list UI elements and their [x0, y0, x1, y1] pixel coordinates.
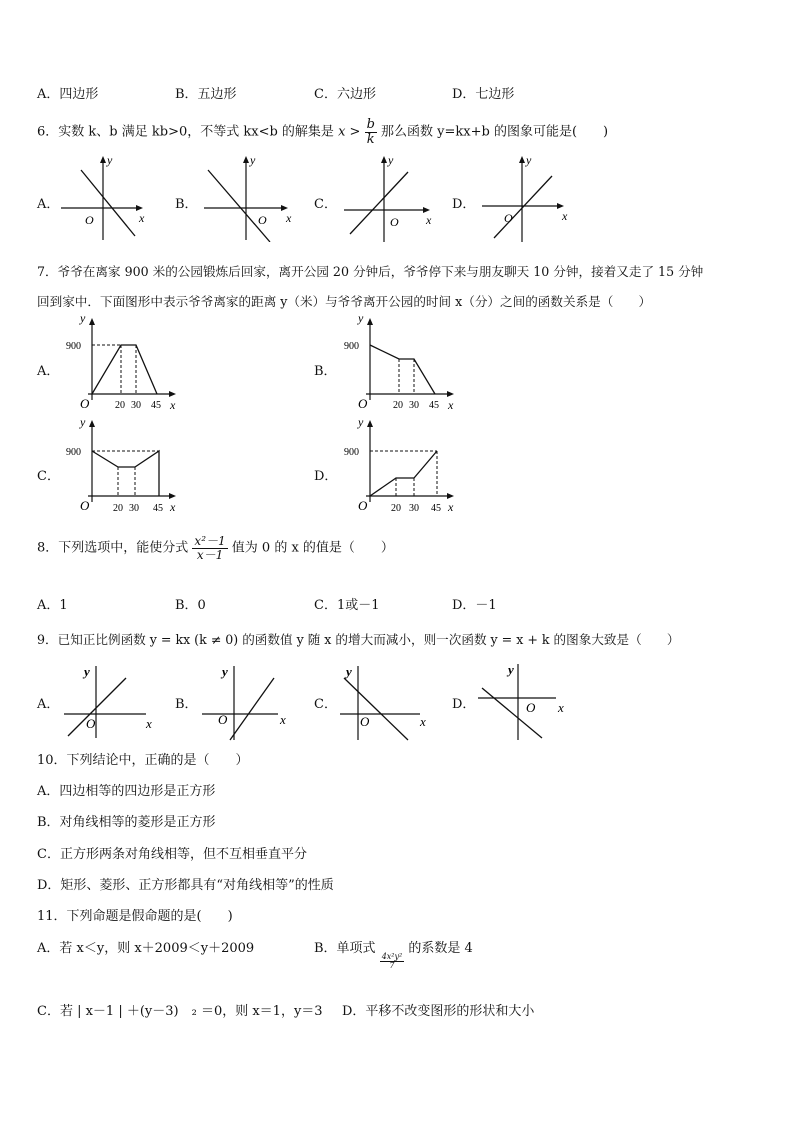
q10-stem: 10．下列结论中，正确的是（ ） — [37, 753, 249, 768]
q6-graph-b — [200, 150, 300, 242]
q11-option-b — [314, 937, 473, 970]
q11-fraction-num: 4x²y² — [381, 951, 403, 961]
function-line — [208, 170, 270, 242]
q8-option-a: A．1 — [37, 598, 68, 613]
q6-fraction — [365, 118, 377, 146]
x-axis-label: x — [558, 700, 564, 715]
tick-30: 30 — [409, 503, 419, 514]
q5-option-a: A．四边形 — [37, 87, 99, 102]
x-axis-label: x — [426, 213, 432, 227]
origin-label: O — [526, 700, 536, 715]
tick-30: 30 — [409, 400, 419, 411]
origin-label: O — [86, 716, 96, 731]
q6-stem — [37, 118, 608, 146]
tick-45: 45 — [429, 400, 439, 411]
origin-label: O — [358, 498, 368, 513]
y-axis-label: y — [508, 662, 514, 677]
y-arrow-icon — [367, 420, 373, 427]
x-arrow-icon — [447, 391, 454, 397]
tick-45: 45 — [431, 503, 441, 514]
q6-label-b: B． — [175, 197, 198, 212]
q7-graph-a — [58, 312, 188, 412]
q7-stem-line2: 回到家中．下面图形中表示爷爷离家的距离 y（米）与爷爷离开公园的时间 x（分）之间的函数关系是（ ） — [37, 294, 652, 309]
q6-fraction-num: b — [366, 117, 375, 132]
x-axis-label: x — [562, 209, 568, 223]
origin-label: O — [258, 213, 267, 227]
q8-option-b: B．0 — [175, 598, 206, 613]
tick-20: 20 — [113, 503, 123, 514]
q9-label-b: B． — [175, 697, 198, 712]
y-axis-label: y — [388, 153, 394, 167]
q7-label-c: C． — [37, 469, 60, 484]
y-axis-label: y — [80, 312, 86, 325]
y-arrow-icon — [519, 156, 525, 163]
q8-option-c: C．1或－1 — [314, 598, 380, 613]
q8-stem-pre: 8．下列选项中，能使分式 — [37, 540, 189, 556]
q7-graph-c — [58, 416, 188, 516]
x-axis-label: x — [448, 398, 454, 412]
q9-label-c: C． — [314, 697, 337, 712]
q11-option-b-pre: B．单项式 — [314, 941, 376, 956]
q8-stem — [37, 535, 394, 561]
x-arrow-icon — [169, 493, 176, 499]
x-axis-label: x — [170, 500, 176, 514]
x-axis-label: x — [280, 712, 286, 727]
tick-45: 45 — [151, 400, 161, 411]
origin-label: O — [504, 211, 513, 225]
q8-option-d: D．－1 — [452, 598, 497, 613]
y-axis-label: y — [358, 312, 364, 325]
q9-stem: 9．已知正比例函数 y = kx (k ≠ 0) 的函数值 y 随 x 的增大而减小，则一次函数 y = x + k 的图象大致是（ ） — [37, 632, 680, 647]
q7-label-a: A． — [37, 364, 60, 379]
function-line — [344, 678, 408, 740]
q6-graph-d — [478, 150, 578, 242]
q6-graph-a — [55, 150, 155, 242]
q11-option-d: D．平移不改变图形的形状和大小 — [342, 1004, 535, 1019]
tick-900: 900 — [66, 447, 81, 458]
y-axis-label: y — [358, 416, 364, 429]
q6-graph-c — [340, 150, 440, 242]
function-line — [68, 678, 126, 736]
q11-fraction-den: 7 — [389, 961, 395, 970]
q5-option-d: D．七边形 — [452, 87, 515, 102]
origin-label: O — [80, 498, 90, 513]
tick-20: 20 — [393, 400, 403, 411]
y-axis-label: y — [84, 664, 90, 679]
origin-label: O — [218, 712, 228, 727]
tick-30: 30 — [131, 400, 141, 411]
q9-label-d: D． — [452, 697, 476, 712]
y-arrow-icon — [89, 318, 95, 325]
q8-stem-post: 值为 0 的 x 的值是（ ） — [231, 540, 394, 556]
q10-option-d: D．矩形、菱形、正方形都具有“对角线相等”的性质 — [37, 878, 334, 893]
q6-stem-post: 那么函数 y=kx+b 的图象可能是( ) — [381, 124, 609, 140]
q6-label-c: C． — [314, 197, 337, 212]
y-arrow-icon — [89, 420, 95, 427]
distance-graph — [92, 345, 157, 394]
origin-label: O — [80, 396, 90, 411]
y-axis-label: y — [80, 416, 86, 429]
q8-fraction-num: x²－1 — [194, 534, 226, 548]
x-arrow-icon — [447, 493, 454, 499]
function-line — [230, 678, 274, 740]
q9-graph-b — [198, 660, 298, 742]
x-axis-label: x — [139, 211, 145, 225]
q6-stem-pre: 6．实数 k、b 满足 kb>0，不等式 kx<b 的解集是 — [37, 124, 334, 140]
function-line — [494, 176, 552, 238]
origin-label: O — [360, 714, 370, 729]
q10-option-c: C．正方形两条对角线相等，但不互相垂直平分 — [37, 847, 307, 862]
tick-900: 900 — [66, 341, 81, 352]
q11-option-c: C．若 | x－1 | ＋(y－3) ₂ ＝0，则 x＝1，y＝3 — [37, 1004, 323, 1019]
distance-graph — [370, 451, 437, 496]
q11-option-b-post: 的系数是 4 — [408, 941, 473, 956]
x-axis-label: x — [146, 716, 152, 731]
tick-45: 45 — [153, 503, 163, 514]
q6-label-d: D． — [452, 197, 476, 212]
q9-label-a: A． — [37, 697, 60, 712]
distance-graph — [92, 451, 159, 496]
y-arrow-icon — [243, 156, 249, 163]
y-arrow-icon — [381, 156, 387, 163]
q7-graph-d — [336, 416, 466, 516]
q6-fraction-den: k — [366, 131, 375, 147]
x-axis-label: x — [170, 398, 176, 412]
origin-label: O — [390, 215, 399, 229]
function-line — [350, 172, 408, 234]
q7-label-d: D． — [314, 469, 338, 484]
x-axis-label: x — [420, 714, 426, 729]
x-arrow-icon — [169, 391, 176, 397]
q11-monomial-fraction — [380, 953, 405, 971]
tick-20: 20 — [115, 400, 125, 411]
q7-stem-line1: 7．爷爷在离家 900 米的公园锻炼后回家，离开公园 20 分钟后，爷爷停下来与朋友聊天 10 分钟，接着又走了 15 分钟 — [37, 264, 704, 279]
distance-graph — [370, 345, 435, 394]
y-axis-label: y — [107, 153, 113, 167]
y-axis-label: y — [346, 664, 352, 679]
q6-x-gt: x > — [338, 124, 361, 140]
tick-20: 20 — [391, 503, 401, 514]
q6-label-a: A． — [37, 197, 60, 212]
origin-label: O — [358, 396, 368, 411]
q9-graph-c — [336, 660, 436, 742]
origin-label: O — [85, 213, 94, 227]
q11-stem: 11．下列命题是假命题的是( ) — [37, 909, 233, 924]
y-arrow-icon — [100, 156, 106, 163]
q8-fraction — [192, 535, 227, 561]
tick-900: 900 — [344, 341, 359, 352]
x-axis-label: x — [286, 211, 292, 225]
q8-fraction-den: x－1 — [196, 547, 224, 562]
q9-graph-a — [60, 660, 160, 742]
q11-option-a: A．若 x＜y，则 x＋2009＜y＋2009 — [37, 941, 255, 956]
q9-graph-d — [474, 660, 574, 742]
y-arrow-icon — [367, 318, 373, 325]
tick-30: 30 — [129, 503, 139, 514]
y-axis-label: y — [250, 153, 256, 167]
y-axis-label: y — [222, 664, 228, 679]
q5-option-c: C．六边形 — [314, 87, 376, 102]
q7-graph-b — [336, 312, 466, 412]
q10-option-a: A．四边相等的四边形是正方形 — [37, 784, 216, 799]
x-axis-label: x — [448, 500, 454, 514]
q5-option-b: B．五边形 — [175, 87, 237, 102]
q7-label-b: B． — [314, 364, 337, 379]
tick-900: 900 — [344, 447, 359, 458]
y-axis-label: y — [526, 153, 532, 167]
q10-option-b: B．对角线相等的菱形是正方形 — [37, 815, 216, 830]
